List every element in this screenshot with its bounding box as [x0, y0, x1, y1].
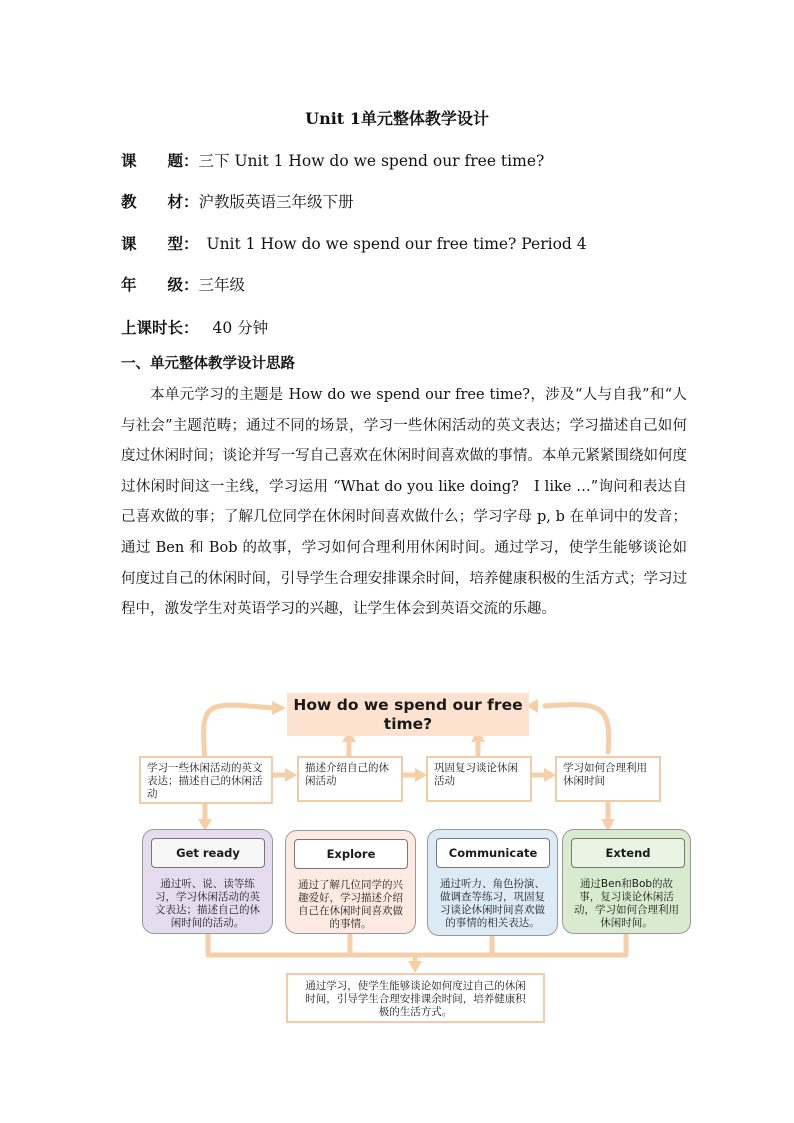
lesson-type-label: 课 型：	[121, 234, 199, 253]
info-row-textbook	[121, 190, 354, 212]
phase-desc-explore: 通过了解几位同学的兴趣爱好，学习描述介绍自己在休闲时间喜欢做的事情。	[298, 879, 403, 930]
phase-card-extend	[562, 829, 691, 934]
phase-label-extend: Extend	[571, 838, 685, 868]
topic-label: 课 题：	[121, 151, 199, 170]
phase-card-communicate	[427, 829, 558, 936]
info-row-duration	[121, 316, 268, 338]
info-row-lesson-type	[121, 232, 587, 254]
lesson-type-value: Unit 1 How do we spend our free time? Period 4	[206, 235, 587, 253]
document-title: Unit 1单元整体教学设计	[305, 109, 489, 128]
phase-desc-get-ready: 通过听、说、读等练习，学习休闲活动的英文表达；描述自己的休闲时间的活动。	[155, 878, 260, 929]
textbook-label: 教 材：	[121, 192, 199, 211]
phase-card-get-ready	[142, 829, 273, 934]
phase-desc-communicate: 通过听力、角色扮演、做调查等练习，巩固复习谈论休闲时间喜欢做的事情的相关表达。	[440, 878, 545, 929]
step-box-1: 学习一些休闲活动的英文表达；描述自己的休闲活动	[139, 756, 273, 804]
grade-value: 三年级	[198, 276, 246, 294]
section-heading: 一、单元整体教学设计思路	[121, 355, 295, 372]
duration-value: 40 分钟	[212, 319, 269, 337]
goal-box: How do we spend our free time?	[287, 693, 529, 736]
section-paragraph: 本单元学习的主题是 How do we spend our free time?，涉及“人与自我”和“人与社会”主题范畴；通过不同的场景，学习一些休闲活动的英文表达；学习描述自己如何度过休闲时间；谈论并写一写自己喜欢在休闲时间喜欢做的事情。本单元紧紧围绕如何度过休闲时间这一主线，学习运用 “What do you like doing? I like …”询问和表达自己喜欢做的事；了解几位同学在休闲时间喜欢做什么；学习字母 p, b 在单词中的发音；通过 Ben 和 Bob 的故事，学习如何合理利用休闲时间。通过学习，使学生能够谈论如何度过自己的休闲时间，引导学生合理安排课余时间，培养健康积极的生活方式；学习过程中，激发学生对英语学习的兴趣，让学生体会到英语交流的乐趣。	[121, 387, 687, 618]
phase-label-explore: Explore	[294, 839, 408, 869]
info-row-grade	[121, 273, 245, 295]
topic-value: 三下 Unit 1 How do we spend our free time?	[198, 152, 545, 170]
phase-label-communicate: Communicate	[436, 838, 550, 868]
grade-label: 年 级：	[121, 275, 199, 294]
step-box-3: 巩固复习谈论休闲活动	[426, 756, 532, 802]
step-box-4: 学习如何合理利用休闲时间	[555, 756, 661, 802]
step-box-2: 描述介绍自己的休闲活动	[297, 756, 403, 802]
phase-label-get-ready: Get ready	[151, 838, 265, 868]
phase-desc-extend: 通过Ben和Bob的故事，复习谈论休闲活动，学习如何合理利用休闲时间。	[574, 878, 679, 929]
info-row-topic	[121, 149, 544, 171]
textbook-value: 沪教版英语三年级下册	[198, 193, 354, 211]
phase-card-explore	[285, 830, 416, 934]
duration-label: 上课时长：	[121, 318, 199, 337]
summary-box: 通过学习，使学生能够谈论如何度过自己的休闲时间，引导学生合理安排课余时间，培养健康积极的生活方式。	[286, 973, 545, 1023]
